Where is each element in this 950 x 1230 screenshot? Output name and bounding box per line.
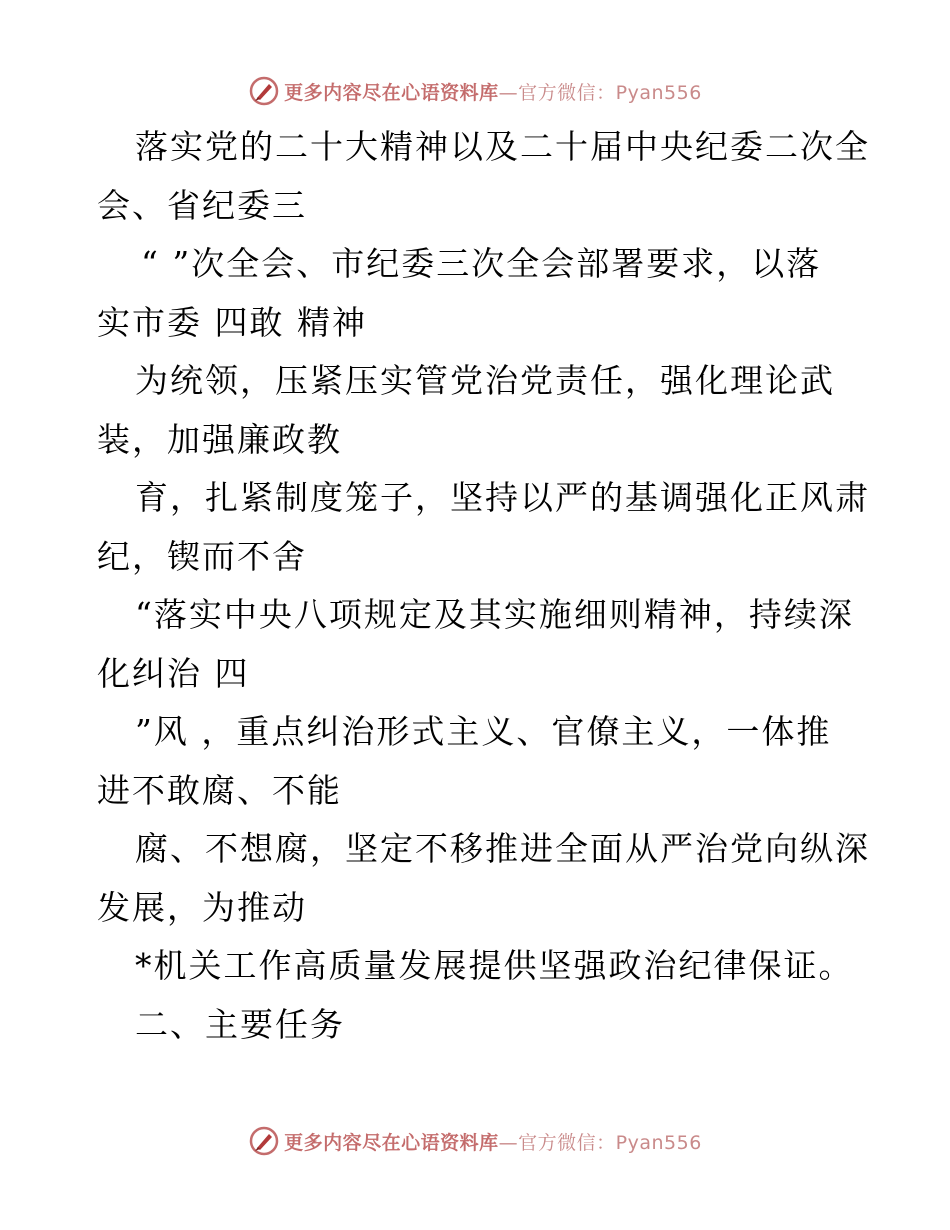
paragraph-line: 腐、不想腐，坚定不移推进全面从严治党向纵深 (135, 829, 870, 868)
paragraph-line: 进不敢腐、不能 (97, 770, 342, 810)
banner-separator: — (498, 1131, 519, 1154)
banner-brand: 更多内容尽在心语资料库 (284, 1131, 499, 1154)
banner-text (284, 78, 702, 105)
paragraph-line: 育，扎紧制度笼子，坚持以严的基调强化正风肃 (135, 478, 870, 517)
section-heading: 二、主要任务 (135, 1004, 345, 1044)
paragraph-line: 会、省纪委三 (97, 185, 307, 225)
paragraph-line: 装，加强廉政教 (97, 419, 342, 459)
header-banner (0, 71, 950, 111)
banner-text (284, 1128, 702, 1155)
document-body (97, 118, 870, 1054)
banner-brand: 更多内容尽在心语资料库 (284, 81, 499, 104)
paragraph-line: 实市委 四敢 精神 (97, 302, 367, 342)
banner-contact: 官方微信：Pyan556 (518, 1131, 702, 1154)
paragraph-line: ”风 ，重点纠治形式主义、官僚主义，一体推 (135, 712, 832, 751)
banner-contact: 官方微信：Pyan556 (518, 81, 702, 104)
pen-nib-logo-icon (248, 1125, 280, 1157)
paragraph-line: 化纠治 四 (97, 653, 250, 693)
paragraph-line: 发展，为推动 (97, 887, 307, 927)
paragraph-line: 纪，锲而不舍 (97, 536, 307, 576)
paragraph-line: 为统领，压紧压实管党治党责任，强化理论武 (135, 361, 835, 400)
footer-banner (0, 1121, 950, 1161)
pen-nib-logo-icon (248, 75, 280, 107)
paragraph-line: 落实党的二十大精神以及二十届中央纪委二次全 (135, 127, 870, 166)
paragraph-line: *机关工作高质量发展提供坚强政治纪律保证。 (135, 946, 854, 985)
paragraph-line: “ ”次全会、市纪委三次全会部署要求，以落 (141, 244, 822, 283)
banner-separator: — (498, 81, 519, 104)
paragraph-line: “落实中央八项规定及其实施细则精神，持续深 (135, 595, 854, 634)
